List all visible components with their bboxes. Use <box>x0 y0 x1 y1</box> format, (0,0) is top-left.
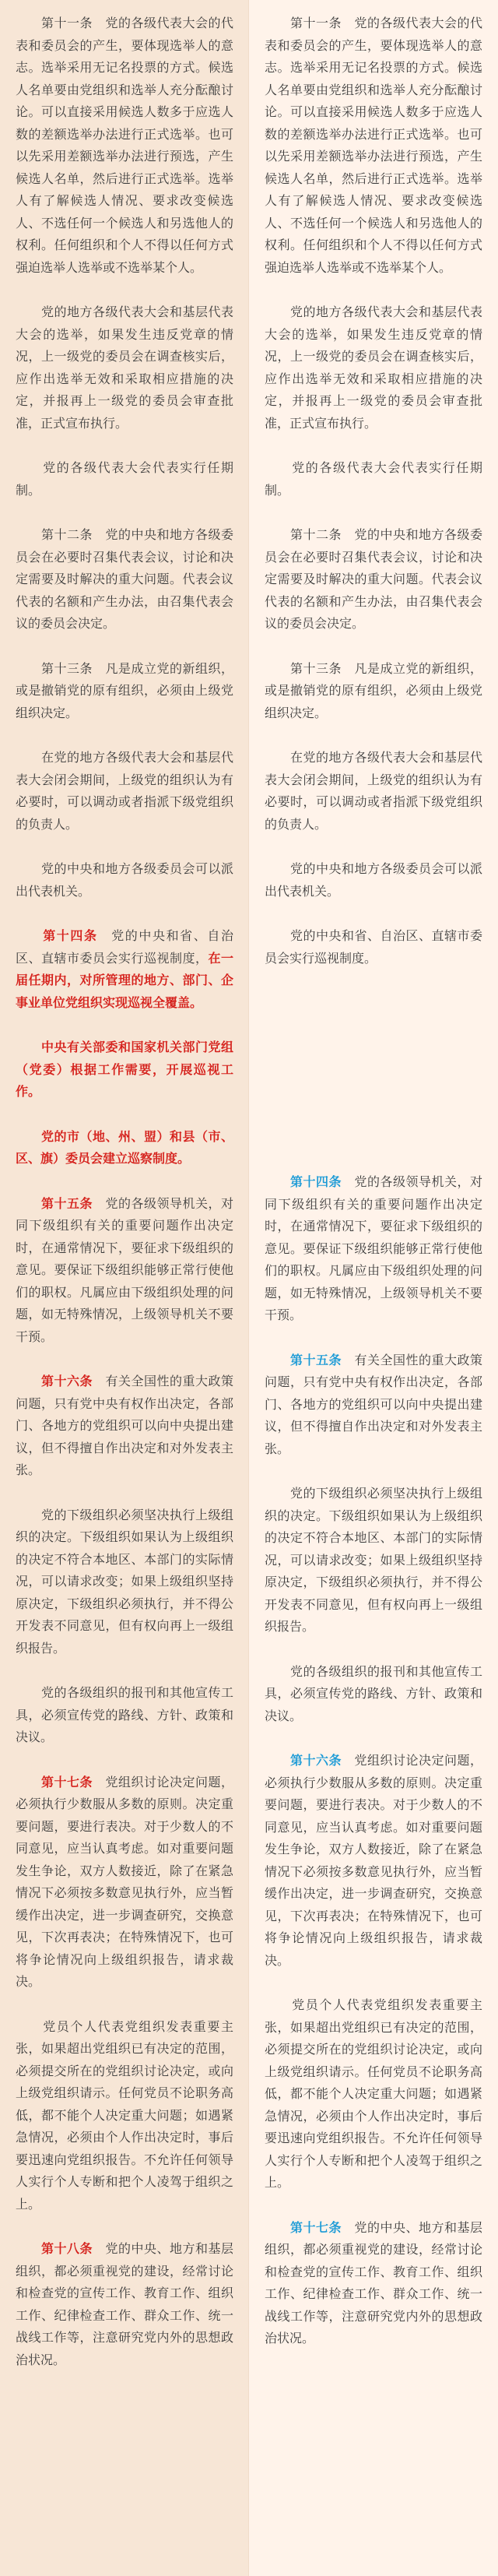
right-article-14-text: 党的各级领导机关，对同下级组织有关的重要问题作出决定时，在通常情况下，要征求下级组织的意见。要保证下级组织能够正常行使他们的职权。凡属应由下级组织处理的问题，如无特殊情况，上级领导机关不要干预。 <box>265 1174 482 1322</box>
left-para-3-text: 党的各级代表大会代表实行任期制。 <box>16 460 233 498</box>
right-article-16 <box>265 1750 482 1972</box>
article-number: 第十六条 <box>290 1753 342 1768</box>
left-article-14 <box>16 925 233 1014</box>
right-para-2-text: 党的地方各级代表大会和基层代表大会的选举，如果发生违反党章的情况，上一级党的委员会在调查核实后，应作出选举无效和采取相应措施的决定，并报再上一级党的委员会审查批准，正式宣布执行。 <box>265 304 482 431</box>
left-article-15-text: 党的各级领导机关，对同下级组织有关的重要问题作出决定时，在通常情况下，要征求下级组织的意见。要保证下级组织能够正常行使他们的职权。凡属应由下级组织处理的问题，如无特殊情况，上级领导机关不要干预。 <box>16 1195 233 1344</box>
right-content <box>249 12 498 2373</box>
article-number: 第十四条 <box>290 1174 342 1189</box>
article-number: 第十七条 <box>41 1774 93 1789</box>
left-article-17-text: 党组织讨论决定问题，必须执行少数服从多数的原则。决定重要问题，要进行表决。对于少数人的不同意见，应当认真考虑。如对重要问题发生争论，双方人数接近，除了在紧急情况下必须按多数意见执行外，应当暂缓作出决定，进一步调查研究，交换意见，下次再表决；在特殊情况下，也可将争论情况向上级组织报告，请求裁决。 <box>16 1774 233 1989</box>
left-para-14-text: 党的各级组织的报刊和其他宣传工具，必须宣传党的路线、方针、政策和决议。 <box>16 1685 233 1744</box>
right-article-14 <box>265 1171 482 1327</box>
right-para-7-text: 党的中央和地方各级委员会可以派出代表机关。 <box>265 861 482 899</box>
right-para-7 <box>265 858 482 903</box>
right-para-2 <box>265 301 482 435</box>
right-article-17 <box>265 2217 482 2350</box>
left-para-2-text: 党的地方各级代表大会和基层代表大会的选举，如果发生违反党章的情况，上一级党的委员会在调查核实后，应作出选举无效和采取相应措施的决定，并报再上一级党的委员会审查批准，正式宣布执行。 <box>16 304 233 431</box>
left-para-13 <box>16 1504 233 1660</box>
right-para-8 <box>265 925 482 970</box>
article-number: 第十六条 <box>41 1374 93 1388</box>
article-number: 第十七条 <box>290 2219 342 2235</box>
left-para-6-text: 在党的地方各级代表大会和基层代表大会闭会期间，上级党的组织认为有必要时，可以调动或者指派下级党组织的负责人。 <box>16 750 233 832</box>
left-para-added-2 <box>16 1126 233 1170</box>
left-para-6 <box>16 747 233 836</box>
left-para-added-1 <box>16 1036 233 1103</box>
left-para-5-text: 第十三条 凡是成立党的新组织，或是撤销党的原有组织，必须由上级党组织决定。 <box>16 660 233 720</box>
right-para-5 <box>265 658 482 725</box>
right-para-4-text: 第十二条 党的中央和地方各级委员会在必要时召集代表会议，讨论和决定需要及时解决的重大问题。代表会议代表的名额和产生办法，由召集代表会议的委员会决定。 <box>265 527 482 631</box>
left-article-15 <box>16 1193 233 1349</box>
article-number: 第十五条 <box>41 1195 93 1211</box>
right-para-6 <box>265 747 482 836</box>
left-para-4-text: 第十二条 党的中央和地方各级委员会在必要时召集代表会议，讨论和决定需要及时解决的重大问题。代表会议代表的名额和产生办法，由召集代表会议的委员会决定。 <box>16 527 233 631</box>
right-column-old-text <box>249 0 498 2576</box>
right-article-17-text: 党的中央、地方和基层组织，都必须重视党的建设，经常讨论和检查党的宣传工作、教育工作、组织工作、纪律检查工作、群众工作、统一战线工作等，注意研究党内外的思想政治状况。 <box>265 2219 482 2345</box>
left-article-16 <box>16 1371 233 1482</box>
left-article-14-added: 在一届任期内，对所管理的地方、部门、企事业单位党组织实现巡视全覆盖。 <box>16 950 233 1010</box>
left-para-1-text: 第十一条 党的各级代表大会的代表和委员会的产生，要体现选举人的意志。选举采用无记名投票的方式。候选人名单要由党组织和选举人充分酝酿讨论。可以直接采用候选人数多于应选人数的差额选举办法进行正式选举。也可以先采用差额选举办法进行预选，产生候选人名单，然后进行正式选举。选举人有了解候选人情况、要求改变候选人、不选任何一个候选人和另选他人的权利。任何组织和个人不得以任何方式强迫选举人选举或不选举某个人。 <box>16 16 233 275</box>
right-para-3 <box>265 457 482 501</box>
right-para-1 <box>265 12 482 279</box>
right-article-16-text: 党组织讨论决定问题，必须执行少数服从多数的原则。决定重要问题，要进行表决。对于少数人的不同意见，应当认真考虑。如对重要问题发生争论，双方人数接近，除了在紧急情况下必须按多数意见执行外，应当暂缓作出决定，进一步调查研究，交换意见，下次再表决；在特殊情况下，也可将争论情况向上级组织报告，请求裁决。 <box>265 1753 482 1968</box>
right-para-1-text: 第十一条 党的各级代表大会的代表和委员会的产生，要体现选举人的意志。选举采用无记名投票的方式。候选人名单要由党组织和选举人充分酝酿讨论。可以直接采用候选人数多于应选人数的差额选举办法进行正式选举。也可以先采用差额选举办法进行预选，产生候选人名单，然后进行正式选举。选举人有了解候选人情况、要求改变候选人、不选任何一个候选人和另选他人的权利。任何组织和个人不得以任何方式强迫选举人选举或不选举某个人。 <box>265 16 482 275</box>
left-para-4 <box>16 524 233 635</box>
article-number: 第十八条 <box>41 2241 93 2256</box>
left-para-7 <box>16 858 233 903</box>
left-para-13-text: 党的下级组织必须坚决执行上级组织的决定。下级组织如果认为上级组织的决定不符合本地区、本部门的实际情况，可以请求改变；如果上级组织坚持原决定，下级组织必须执行，并不得公开发表不同意见，但有权向再上一级组织报告。 <box>16 1507 233 1656</box>
right-para-14-text: 党员个人代表党组织发表重要主张，如果超出党组织已有决定的范围，必须提交所在的党组织讨论决定，或向上级党组织请示。任何党员不论职务高低，都不能个人决定重大问题；如遇紧急情况，必须由个人作出决定时，事后要迅速向党组织报告。不允许任何领导人实行个人专断和把个人凌驾于组织之上。 <box>265 1997 482 2190</box>
right-para-12-text: 党的各级组织的报刊和其他宣传工具，必须宣传党的路线、方针、政策和决议。 <box>265 1663 482 1723</box>
right-article-15 <box>265 1350 482 1461</box>
left-para-3 <box>16 457 233 501</box>
left-para-5 <box>16 658 233 725</box>
right-para-5-text: 第十三条 凡是成立党的新组织，或是撤销党的原有组织，必须由上级党组织决定。 <box>265 660 482 720</box>
right-para-8-text: 党的中央和省、自治区、直辖市委员会实行巡视制度。 <box>265 928 482 966</box>
left-para-2 <box>16 301 233 435</box>
left-para-16-text: 党员个人代表党组织发表重要主张，如果超出党组织已有决定的范围，必须提交所在的党组织讨论决定，或向上级党组织请示。任何党员不论职务高低，都不能个人决定重大问题；如遇紧急情况，必须由个人作出决定时，事后要迅速向党组织报告。不允许任何领导人实行个人专断和把个人凌驾于组织之上。 <box>16 2018 233 2212</box>
left-para-16 <box>16 2016 233 2216</box>
article-number: 第十四条 <box>43 928 98 943</box>
left-para-14 <box>16 1682 233 1749</box>
left-para-1 <box>16 12 233 279</box>
right-para-12 <box>265 1661 482 1728</box>
left-added-text-1: 中央有关部委和国家机关部门党组（党委）根据工作需要，开展巡视工作。 <box>16 1040 233 1099</box>
left-article-18 <box>16 2238 233 2371</box>
article-number: 第十五条 <box>290 1352 342 1367</box>
left-content <box>0 12 249 2394</box>
right-article-15-text: 有关全国性的重大政策问题，只有党中央有权作出决定，各部门、各地方的党组织可以向中央提出建议，但不得擅自作出决定和对外发表主张。 <box>265 1352 482 1456</box>
left-article-18-text: 党的中央、地方和基层组织，都必须重视党的建设，经常讨论和检查党的宣传工作、教育工作、组织工作、纪律检查工作、群众工作、统一战线工作等，注意研究党内外的思想政治状况。 <box>16 2241 233 2367</box>
right-para-4 <box>265 524 482 635</box>
right-para-6-text: 在党的地方各级代表大会和基层代表大会闭会期间，上级党的组织认为有必要时，可以调动或者指派下级党组织的负责人。 <box>265 750 482 832</box>
right-para-11 <box>265 1483 482 1638</box>
right-para-3-text: 党的各级代表大会代表实行任期制。 <box>265 460 482 498</box>
alignment-spacer <box>249 992 498 1171</box>
left-article-17 <box>16 1772 233 1994</box>
left-para-7-text: 党的中央和地方各级委员会可以派出代表机关。 <box>16 861 233 899</box>
left-added-text-2: 党的市（地、州、盟）和县（市、区、旗）委员会建立巡察制度。 <box>16 1128 233 1166</box>
left-article-16-text: 有关全国性的重大政策问题，只有党中央有权作出决定，各部门、各地方的党组织可以向中央提出建议，但不得擅自作出决定和对外发表主张。 <box>16 1374 233 1477</box>
left-article-14-text: 党的中央和省、自治区、直辖市委员会实行巡视制度， <box>16 928 233 966</box>
right-para-14 <box>265 1994 482 2194</box>
right-para-11-text: 党的下级组织必须坚决执行上级组织的决定。下级组织如果认为上级组织的决定不符合本地区、本部门的实际情况，可以请求改变；如果上级组织坚持原决定，下级组织必须执行，并不得公开发表不同意见，但有权向再上一级组织报告。 <box>265 1486 482 1634</box>
